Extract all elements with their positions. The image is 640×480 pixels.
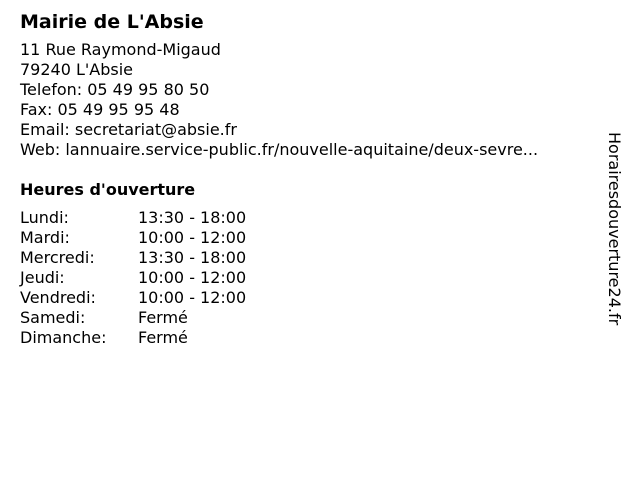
- address-street: 11 Rue Raymond-Migaud: [20, 40, 221, 59]
- time-value: 10:00 - 12:00: [138, 228, 247, 247]
- site-watermark: Horairesdouverture24.fr: [605, 132, 624, 326]
- address-city: 79240 L'Absie: [20, 60, 134, 79]
- business-title: Mairie de L'Absie: [20, 11, 204, 33]
- time-value: Fermé: [138, 328, 188, 347]
- web-line: Web: lannuaire.service-public.fr/nouvelle-aquitaine/deux-sevre...: [20, 140, 539, 159]
- phone-line: Telefon: 05 49 95 80 50: [20, 80, 210, 99]
- day-label: Jeudi:: [20, 268, 65, 287]
- business-card: [20, 8, 610, 348]
- hours-heading: Heures d'ouverture: [20, 180, 196, 199]
- hours-row-lundi: [20, 208, 610, 228]
- day-label: Dimanche:: [20, 328, 107, 347]
- fax-line: Fax: 05 49 95 95 48: [20, 100, 180, 119]
- hours-row-dimanche: [20, 328, 610, 348]
- time-value: 10:00 - 12:00: [138, 288, 247, 307]
- hours-row-mercredi: [20, 248, 610, 268]
- day-label: Mercredi:: [20, 248, 95, 267]
- day-label: Mardi:: [20, 228, 70, 247]
- contact-block: [20, 40, 610, 160]
- hours-row-jeudi: [20, 268, 610, 288]
- hours-row-samedi: [20, 308, 610, 328]
- time-value: Fermé: [138, 308, 188, 327]
- time-value: 10:00 - 12:00: [138, 268, 247, 287]
- hours-row-vendredi: [20, 288, 610, 308]
- day-label: Vendredi:: [20, 288, 96, 307]
- hours-row-mardi: [20, 228, 610, 248]
- time-value: 13:30 - 18:00: [138, 208, 247, 227]
- day-label: Lundi:: [20, 208, 69, 227]
- hours-table: [20, 208, 610, 348]
- email-line: Email: secretariat@absie.fr: [20, 120, 237, 139]
- day-label: Samedi:: [20, 308, 86, 327]
- time-value: 13:30 - 18:00: [138, 248, 247, 267]
